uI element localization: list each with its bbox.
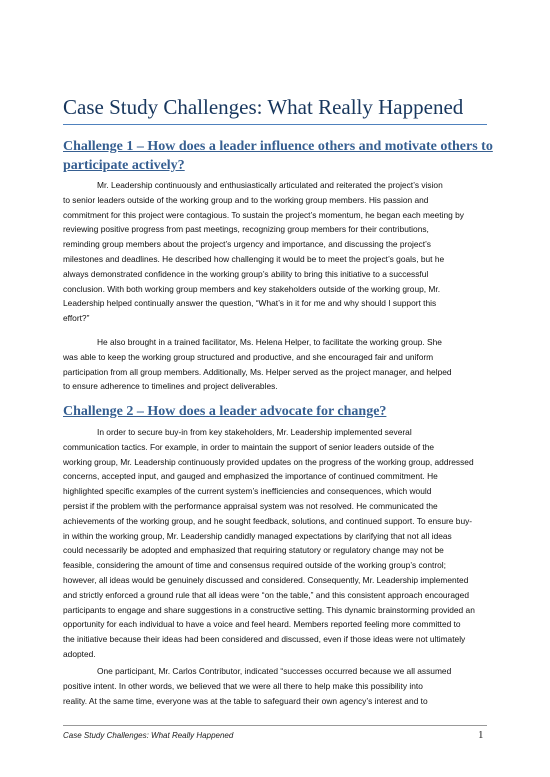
text-line: reality. At the same time, everyone was at the table to safeguard their own agency’s interest and to — [63, 695, 428, 706]
text-line: concerns, accepted input, and gauged and emphasized the importance of continued commitment. He — [63, 471, 438, 482]
text-line: feasible, considering the amount of time and consensus required outside of the working group’s control; — [63, 560, 446, 571]
text-line: persist if the problem with the performance appraisal system was not resolved. He communicated the — [63, 500, 438, 511]
challenge-2-heading: Challenge 2 – How does a leader advocate for change? — [63, 404, 387, 419]
text-line: and strictly enforced a ground rule that all ideas were “on the table,” and this consistent approach encouraged — [63, 589, 469, 600]
page-title: Case Study Challenges: What Really Happened — [63, 95, 487, 125]
footer-divider — [63, 725, 487, 726]
text-line: In order to secure buy-in from key stakeholders, Mr. Leadership implemented several — [97, 427, 412, 437]
text-line: commitment for this project were contagious. To sustain the project’s momentum, he began each meeting by — [63, 209, 464, 220]
text-line: always demonstrated confidence in the working group’s ability to bring this initiative to a successful — [63, 268, 429, 279]
text-line: participation from all group members. Additionally, Ms. Helper served as the project manager, and helped — [63, 366, 452, 377]
footer-title: Case Study Challenges: What Really Happened — [63, 731, 234, 740]
text-line: reminding group members about the project’s urgency and importance, and discussing the project’s — [63, 239, 431, 250]
text-line: the initiative because their ideas had been considered and discussed, even if those ideas were not ultimately — [63, 634, 466, 645]
text-line: achievements of the working group, and he sought feedback, solutions, and continued support. To ensure buy- — [63, 515, 473, 526]
text-line: conclusion. With both working group members and key stakeholders outside of the working group, Mr. — [63, 283, 441, 294]
text-line: could necessarily be adopted and emphasized that requiring statutory or regulatory change may not be — [63, 545, 444, 556]
text-line: participants to engage and share suggestions in a constructive setting. This dynamic brainstorming provided an — [63, 604, 475, 615]
text-line: Mr. Leadership continuously and enthusiastically articulated and reiterated the project’s vision — [97, 180, 443, 190]
text-line: communication tactics. For example, in order to maintain the support of senior leaders outside of the — [63, 441, 435, 452]
text-line: to senior leaders outside of the working group and to the working group members. His passion and — [63, 194, 429, 205]
text-line: Leadership helped continually answer the question, “What’s in it for me and why should I support this — [63, 298, 437, 309]
text-line: effort?” — [63, 313, 90, 324]
text-line: milestones and deadlines. He described how challenging it would be to meet the project’s goals, but he — [63, 253, 445, 264]
text-line: positive intent. In other words, we believed that we were all there to help make this possibility into — [63, 680, 423, 691]
page-number: 1 — [478, 729, 484, 741]
text-line: adopted. — [63, 648, 96, 659]
text-line: He also brought in a trained facilitator, Ms. Helena Helper, to facilitate the working group. She — [97, 337, 442, 347]
text-line: One participant, Mr. Carlos Contributor, indicated “successes occurred because we all assumed — [97, 666, 452, 676]
text-line: opportunity for each individual to have a voice and feel heard. Members reported feeling more committed to — [63, 619, 461, 630]
challenge-1-heading: Challenge 1 – How does a leader influence others and motivate others to participate actively? — [63, 139, 493, 173]
paragraph-1 — [63, 178, 493, 326]
text-line: highlighted specific examples of the current system’s inefficiencies and consequences, which would — [63, 486, 432, 497]
text-line: however, all ideas would be genuinely discussed and considered. Consequently, Mr. Leadership implemented — [63, 574, 469, 585]
text-line: working group, Mr. Leadership continuously provided updates on the progress of the working group, addressed — [63, 456, 474, 467]
text-line: to ensure adherence to timelines and project deliverables. — [63, 381, 278, 392]
paragraph-3 — [63, 425, 493, 662]
text-line: reviewing positive progress from past meetings, recognizing group members for their contributions, — [63, 224, 429, 235]
text-line: was able to keep the working group structured and productive, and she encouraged fair and uniform — [63, 351, 434, 362]
text-line: in within the working group, Mr. Leadership candidly managed expectations by clarifying that not all ideas — [63, 530, 452, 541]
paragraph-4 — [63, 664, 493, 708]
paragraph-2 — [63, 335, 493, 394]
